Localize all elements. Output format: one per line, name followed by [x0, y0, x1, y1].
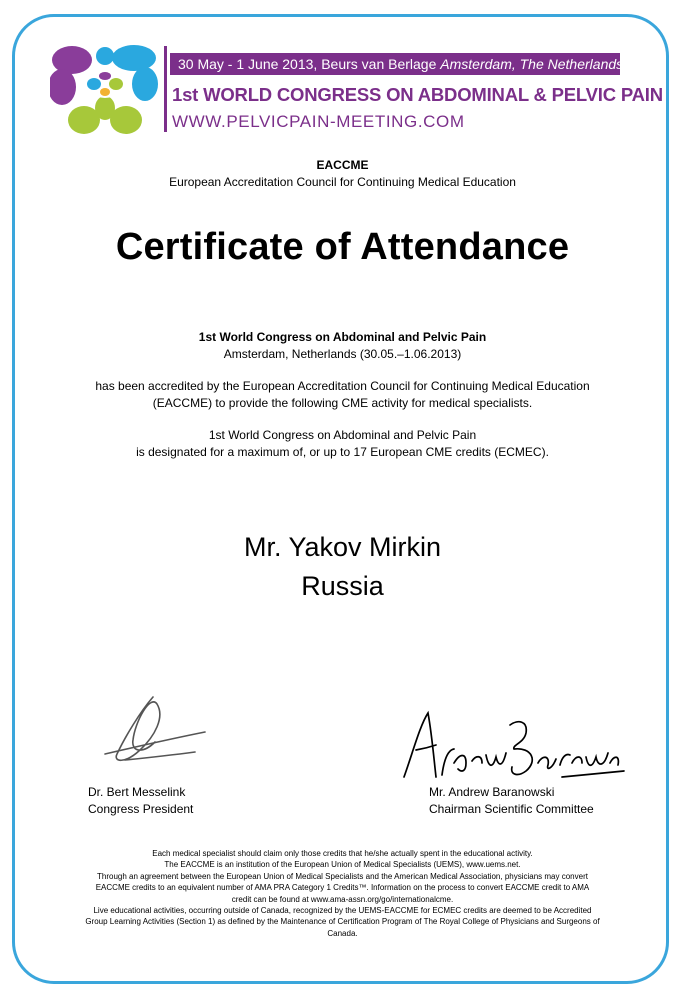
president-signatory [88, 784, 193, 818]
attendee-name: Mr. Yakov Mirkin [243, 532, 442, 562]
footer-line: Canada. [327, 928, 358, 938]
org-full-name: European Accreditation Council for Continuing Medical Education [169, 175, 516, 189]
congress-date-banner: 30 May - 1 June 2013, Beurs van Berlage Amsterdam, The Netherlands [170, 53, 620, 75]
congress-logo [50, 42, 160, 137]
header-divider [164, 46, 167, 132]
chairman-signatory [429, 784, 594, 818]
footer-line: Group Learning Activities (Section 1) as defined by the Maintenance of Certification Program of The Royal College of Physicians and Surgeons of [85, 917, 600, 927]
certificate-title: Certificate of Attendance [115, 226, 570, 268]
attendee-country: Russia [301, 571, 384, 601]
footer-line: Live educational activities, occurring outside of Canada, recognized by the UEMS-EACCME for ECMEC credits are deemed to be Accredited [93, 906, 592, 916]
event-name: 1st World Congress on Abdominal and Pelvic Pain [198, 330, 487, 344]
congress-title: 1st WORLD CONGRESS ON ABDOMINAL & PELVIC PAIN [172, 84, 663, 105]
accreditation-statement [0, 378, 685, 412]
congress-website: WWW.PELVICPAIN-MEETING.COM [172, 112, 465, 131]
footer-line: credit can be found at www.ama-assn.org/go/internationalcme. [231, 894, 454, 904]
accreditation-line: (EACCME) to provide the following CME activity for medical specialists. [152, 396, 533, 410]
president-name: Dr. Bert Messelink [88, 785, 186, 799]
footer-disclaimer [60, 848, 625, 939]
chairman-signature [392, 705, 627, 787]
designation-line: is designated for a maximum of, or up to 17 European CME credits (ECMEC). [136, 445, 549, 459]
chairman-role: Chairman Scientific Committee [429, 802, 594, 816]
footer-line: Each medical specialist should claim only those credits that he/she actually spent in the educational activity. [152, 849, 533, 858]
footer-line: EACCME credits to an equivalent number of AMA PRA Category 1 Credits™. Information on the process to convert EACCME credit to AMA [95, 883, 590, 893]
chairman-name: Mr. Andrew Baranowski [429, 785, 555, 799]
president-role: Congress President [88, 802, 194, 816]
designation-line: 1st World Congress on Abdominal and Pelvic Pain [208, 428, 477, 442]
footer-line: The EACCME is an institution of the European Union of Medical Specialists (UEMS), www.uems.net. [164, 860, 521, 870]
org-abbreviation: EACCME [316, 158, 369, 172]
event-location: Amsterdam, Netherlands (30.05.–1.06.2013) [223, 347, 462, 361]
credit-designation [0, 427, 685, 461]
attendee-block [0, 528, 685, 606]
accreditation-line: has been accredited by the European Accreditation Council for Continuing Medical Education [95, 379, 590, 393]
footer-line: Through an agreement between the European Union of Medical Specialists and the American Medical Association, physicians may convert [97, 871, 588, 881]
president-signature [95, 692, 210, 777]
